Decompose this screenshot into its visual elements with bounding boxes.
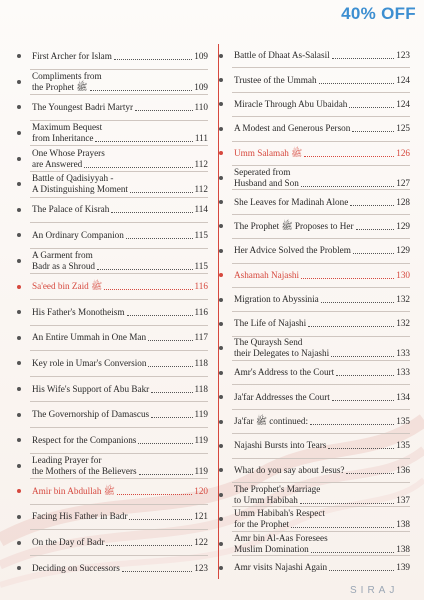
dot-leader: [148, 340, 192, 341]
toc-entry-title: She Leaves for Madinah Alone: [234, 196, 349, 207]
toc-entry: [232, 434, 410, 457]
toc-entry-title: Husband and Son: [234, 177, 299, 188]
toc-page-number: 112: [194, 158, 208, 169]
bullet-icon: [219, 78, 223, 82]
toc-entry-title: Battle of Dhaat As-Salasil: [234, 50, 330, 61]
dot-leader: [95, 141, 192, 142]
bullet-icon: [219, 200, 223, 204]
toc-page-number: 124: [396, 98, 410, 109]
dot-leader: [311, 552, 394, 553]
bullet-icon: [219, 566, 223, 570]
toc-entry-title: Migration to Abyssinia: [234, 294, 319, 305]
dot-leader: [126, 238, 193, 239]
toc-entry: [30, 146, 208, 171]
bullet-icon: [17, 361, 21, 365]
dot-leader: [127, 315, 193, 316]
toc-entry: [232, 117, 410, 140]
toc-entry: [232, 44, 410, 67]
toc-entry: [30, 70, 208, 95]
dot-leader: [106, 545, 192, 546]
bullet-icon: [17, 413, 21, 417]
toc-entry: [232, 532, 410, 555]
toc-page-number: 110: [194, 101, 208, 112]
dot-leader: [349, 107, 394, 108]
toc-page-number: 114: [194, 204, 208, 215]
dot-leader: [331, 356, 394, 357]
toc-page-number: 125: [396, 123, 410, 134]
toc-entry-title: Amr visits Najashi Again: [234, 562, 328, 573]
bullet-icon: [17, 208, 21, 212]
toc-entry: [232, 385, 410, 408]
toc-page-number: 138: [396, 543, 410, 554]
toc-entry: [30, 198, 208, 223]
discount-badge: 40% OFF: [341, 4, 416, 23]
toc-entry: [30, 402, 208, 427]
toc-entry-title: Muslim Domination: [234, 543, 309, 554]
toc-entry-title: to Umm Habibah: [234, 494, 298, 505]
toc-entry: [232, 93, 410, 116]
toc-entry: [30, 428, 208, 453]
toc-page-number: 135: [396, 440, 410, 451]
bullet-icon: [17, 566, 21, 570]
toc-entry-title: What do you say about Jesus?: [234, 464, 345, 475]
toc-entry-title: Amr's Address to the Court: [234, 367, 335, 378]
toc-page-number: 124: [396, 74, 410, 85]
toc-entry: [30, 326, 208, 351]
bullet-icon: [219, 517, 223, 521]
toc-entry: [30, 530, 208, 555]
toc-page-number: 127: [396, 177, 410, 188]
bullet-icon: [17, 80, 21, 84]
toc-entry-title: The Life of Najashi: [234, 318, 307, 329]
toc-entry-title: His Father's Monotheism: [32, 306, 125, 317]
bullet-icon: [17, 310, 21, 314]
bullet-icon: [17, 387, 21, 391]
dot-leader: [151, 417, 192, 418]
toc-page-number: 122: [194, 537, 208, 548]
toc-page-number: 138: [396, 519, 410, 530]
toc-page-number: 132: [396, 318, 410, 329]
dot-leader: [329, 570, 394, 571]
toc-entry-title: Facing His Father in Badr: [32, 511, 128, 522]
toc-entry-title: Battle of Qadisiyyah -: [32, 173, 114, 184]
dot-leader: [111, 212, 192, 213]
toc-page-number: 116: [194, 281, 208, 292]
toc-entry-title: The Quraysh Send: [234, 337, 303, 348]
dot-leader: [122, 571, 192, 572]
toc-right-column: [232, 44, 410, 580]
dot-leader: [301, 186, 394, 187]
toc-page-number: 111: [194, 133, 208, 144]
dot-leader: [135, 110, 192, 111]
toc-entry: [232, 556, 410, 579]
dot-leader: [138, 443, 192, 444]
dot-leader: [291, 527, 394, 528]
toc-entry-title: The Prophet ﷺ Proposes to Her: [234, 220, 354, 231]
bullet-icon: [219, 298, 223, 302]
toc-entry: [232, 264, 410, 287]
toc-entry: [30, 351, 208, 376]
toc-page-number: 112: [194, 184, 208, 195]
dot-leader: [104, 289, 192, 290]
toc-entry: [232, 507, 410, 530]
toc-entry-title: Seperated from: [234, 166, 291, 177]
bullet-icon: [17, 105, 21, 109]
toc-entry: [232, 410, 410, 433]
toc-entry-title: from Inheritance: [32, 133, 94, 144]
bullet-icon: [219, 444, 223, 448]
dot-leader: [148, 366, 192, 367]
toc-entry-title: A Distinguishing Moment: [32, 184, 128, 195]
toc-entry: [232, 239, 410, 262]
bullet-icon: [17, 541, 21, 545]
toc-entry: [232, 142, 410, 165]
toc-entry: [232, 361, 410, 384]
toc-entry-title: The Palace of Kisrah: [32, 204, 110, 215]
bullet-icon: [219, 371, 223, 375]
bullet-icon: [219, 468, 223, 472]
toc-entry-title: are Answered: [32, 158, 83, 169]
dot-leader: [336, 375, 394, 376]
toc-entry-title: An Ordinary Companion: [32, 229, 124, 240]
toc-entry-title: The Youngest Badri Martyr: [32, 101, 134, 112]
toc-page-number: 119: [194, 434, 208, 445]
dot-leader: [151, 392, 192, 393]
toc-entry-title: Compliments from: [32, 70, 102, 81]
dot-leader: [310, 424, 394, 425]
dot-leader: [352, 131, 394, 132]
bullet-icon: [17, 54, 21, 58]
toc-entry: [30, 300, 208, 325]
toc-entry-title: for the Prophet: [234, 519, 290, 530]
toc-entry-title: the Mothers of the Believers: [32, 465, 137, 476]
toc-page-number: 116: [194, 306, 208, 317]
toc-page-number: 119: [194, 409, 208, 420]
toc-page-number: 128: [396, 196, 410, 207]
toc-entry: [30, 249, 208, 274]
bullet-icon: [219, 127, 223, 131]
dot-leader: [319, 83, 395, 84]
toc-entry: [30, 95, 208, 120]
toc-entry: [232, 166, 410, 189]
toc-entry-title: The Prophet's Marriage: [234, 483, 321, 494]
toc-entry-title: the Prophet ﷺ: [32, 81, 88, 92]
toc-entry-title: Key role in Umar's Conversion: [32, 357, 147, 368]
dot-leader: [321, 302, 394, 303]
toc-entry-title: One Whose Prayers: [32, 147, 105, 158]
toc-page-number: 120: [194, 485, 208, 496]
bullet-icon: [219, 249, 223, 253]
toc-entry-title: Umm Habibah's Respect: [234, 508, 325, 519]
toc-entry: [232, 215, 410, 238]
bullet-icon: [219, 54, 223, 58]
toc-entry-title: A Modest and Generous Person: [234, 123, 351, 134]
toc-entry-title: Her Advice Solved the Problem: [234, 245, 351, 256]
toc-entry: [232, 190, 410, 213]
dot-leader: [97, 269, 193, 270]
bullet-icon: [17, 285, 21, 289]
dot-leader: [350, 205, 394, 206]
dot-leader: [332, 58, 395, 59]
dot-leader: [84, 167, 192, 168]
toc-page-number: 118: [194, 383, 208, 394]
toc-page-number: 115: [194, 229, 208, 240]
bullet-icon: [17, 489, 21, 493]
toc-entry: [232, 312, 410, 335]
toc-entry: [30, 44, 208, 69]
bullet-icon: [17, 233, 21, 237]
toc-entry: [232, 459, 410, 482]
bullet-icon: [219, 176, 223, 180]
dot-leader: [117, 494, 192, 495]
toc-page-number: 123: [396, 50, 410, 61]
toc-entry-title: Maximum Bequest: [32, 122, 103, 133]
toc-entry-title: Najashi Bursts into Tears: [234, 440, 327, 451]
dot-leader: [356, 229, 395, 230]
toc-entry-title: Sa'eed bin Zaid ﷺ: [32, 281, 103, 292]
toc-page-number: 119: [194, 465, 208, 476]
toc-entry-title: His Wife's Support of Abu Bakr: [32, 383, 150, 394]
toc-page-number: 109: [194, 50, 208, 61]
toc-page-number: 132: [396, 294, 410, 305]
toc-entry-title: Ashamah Najashi: [234, 269, 300, 280]
toc-entry: [30, 223, 208, 248]
toc-entry-title: A Garment from: [32, 250, 93, 261]
toc-entry: [30, 274, 208, 299]
toc-page-number: 121: [194, 511, 208, 522]
dot-leader: [308, 326, 394, 327]
toc-page-number: 115: [194, 261, 208, 272]
toc-entry: [232, 337, 410, 360]
toc-entry: [30, 454, 208, 479]
publisher-logo: SIRAJ: [350, 585, 399, 596]
toc-page-number: 118: [194, 357, 208, 368]
bullet-icon: [219, 102, 223, 106]
bullet-icon: [219, 395, 223, 399]
toc-entry-title: Trustee of the Ummah: [234, 74, 317, 85]
toc-entry-title: Miracle Through Abu Ubaidah: [234, 98, 348, 109]
toc-entry: [232, 68, 410, 91]
bullet-icon: [17, 259, 21, 263]
bullet-icon: [17, 438, 21, 442]
toc-entry: [232, 483, 410, 506]
dot-leader: [139, 474, 193, 475]
toc-entry-title: Leading Prayer for: [32, 454, 102, 465]
dot-leader: [301, 278, 394, 279]
toc-entry: [30, 556, 208, 581]
toc-entry-title: Badr as a Shroud: [32, 261, 96, 272]
toc-page-number: 129: [396, 220, 410, 231]
dot-leader: [130, 192, 193, 193]
bullet-icon: [219, 346, 223, 350]
toc-page-number: 130: [396, 269, 410, 280]
toc-entry: [232, 288, 410, 311]
toc-entry-title: Deciding on Successors: [32, 562, 120, 573]
toc-entry-title: Umm Salamah ﷺ: [234, 147, 303, 158]
toc-page-number: 137: [396, 494, 410, 505]
column-divider: [218, 44, 219, 579]
toc-entry-title: First Archer for Islam: [32, 50, 112, 61]
bullet-icon: [17, 131, 21, 135]
dot-leader: [332, 400, 394, 401]
toc-entry-title: Ja'far ﷺ continued:: [234, 416, 309, 427]
bullet-icon: [219, 322, 223, 326]
toc-entry: [30, 505, 208, 530]
toc-entry: [30, 121, 208, 146]
toc-page-number: 133: [396, 367, 410, 378]
toc-entry: [30, 377, 208, 402]
toc-page-number: 129: [396, 245, 410, 256]
dot-leader: [129, 519, 192, 520]
toc-entry-title: their Delegates to Najashi: [234, 348, 330, 359]
toc-page-number: 135: [396, 416, 410, 427]
toc-entry-title: Respect for the Companions: [32, 434, 137, 445]
toc-entry-title: Ja'far Addresses the Court: [234, 391, 330, 402]
dot-leader: [328, 448, 394, 449]
bullet-icon: [17, 464, 21, 468]
toc-page-number: 139: [396, 562, 410, 573]
toc-entry: [30, 479, 208, 504]
bullet-icon: [17, 515, 21, 519]
toc-page-number: 109: [194, 81, 208, 92]
dot-leader: [353, 253, 394, 254]
toc-page-number: 136: [396, 464, 410, 475]
toc-page-number: 126: [396, 147, 410, 158]
bullet-icon: [219, 151, 223, 155]
bullet-icon: [17, 182, 21, 186]
toc-entry-title: The Governorship of Damascus: [32, 409, 150, 420]
toc-entry: [30, 172, 208, 197]
toc-entry-title: An Entire Ummah in One Man: [32, 332, 147, 343]
bullet-icon: [17, 336, 21, 340]
toc-left-column: [30, 44, 208, 580]
bullet-icon: [219, 420, 223, 424]
toc-page-number: 123: [194, 562, 208, 573]
bullet-icon: [219, 542, 223, 546]
bullet-icon: [219, 273, 223, 277]
dot-leader: [300, 503, 394, 504]
toc-entry-title: Amr bin Al-Aas Foresees: [234, 532, 328, 543]
dot-leader: [346, 473, 394, 474]
bullet-icon: [17, 157, 21, 161]
dot-leader: [114, 59, 192, 60]
dot-leader: [90, 90, 193, 91]
dot-leader: [304, 156, 394, 157]
toc-page-number: 134: [396, 391, 410, 402]
bullet-icon: [219, 224, 223, 228]
toc-page-number: 133: [396, 348, 410, 359]
bullet-icon: [219, 493, 223, 497]
toc-entry-title: Amir bin Abdullah ﷺ: [32, 485, 115, 496]
toc-entry-title: On the Day of Badr: [32, 537, 105, 548]
toc-page-number: 117: [194, 332, 208, 343]
